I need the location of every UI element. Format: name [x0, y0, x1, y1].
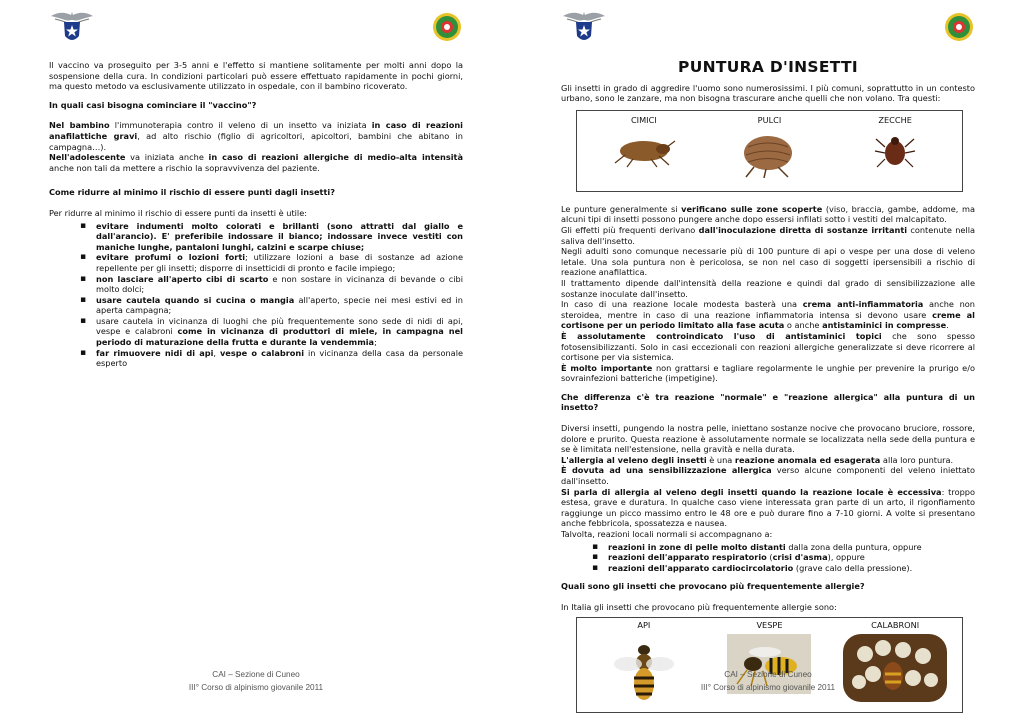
right-footer: CAI – Sezione di Cuneo III° Corso di alpinismo giovanile 2011 [700, 670, 836, 692]
cai-eagle-logo [49, 6, 95, 46]
list-item: ▪ evitare indumenti molto colorati e brillanti (sono attratti dal giallo e dall'arancio). E' preferibile indossare il bianco; indossare invece vestiti con maniche lunghe, pantaloni lunghi, calzini e scarpe chiuse; [96, 221, 463, 253]
prevention-list [49, 221, 463, 369]
reaction-paragraph: Diversi insetti, pungendo la nostra pelle, iniettano sostanze nocive che provocano bruciore, rossore, dolore e prurito. Questa reazione è assolutamente normale se localizzata nella sede della puntura e se è limitata nell'estensione, nella gravità e nella durata. L'allergia al veleno degli insetti è una reazione anomala ed esagerata alla loro puntura. È dovuta ad una sensibilizzazione allergica verso alcune componenti del veleno iniettato dall'insetto. Si parla di allergia al veleno degli insetti quando la reazione locale è eccessiva: troppo estesa, grave e duratura. In qualche caso viene interessata gran parte di un arto, il rigonfiamento raggiunge un picco massimo entro le 48 ore e può durare fino a 7-10 giorni. A volte si presentano anche febbricola, spossatezza e nausea. Talvolta, reazioni locali normali si accompagnano a: [561, 423, 975, 539]
insect-pulci: PULCI [707, 115, 831, 187]
list-item: ▪ evitare profumi o lozioni forti; utilizzare lozioni a base di sostanze ad azione repellente per gli insetti; disporre di insetticidi di pronto e facile impiego; [96, 252, 463, 273]
reduce-risk-intro: Per ridurre al minimo il rischio di essere punti da insetti è utile: [49, 207, 307, 218]
list-item: ▪ non lasciare all'aperto cibi di scarto e non sostare in vicinanza di bevande o cibi molto dolci; [96, 274, 463, 295]
flying-insects-box [576, 617, 963, 713]
bedbug-image [611, 129, 677, 169]
insects-intro: Gli insetti in grado di aggredire l'uomo sono numerosissimi. I più comuni, soprattutto in un contesto urbano, sono le zanzare, ma non bisogna trascurare anche quelli che non volano. Tra questi: [561, 82, 975, 104]
section-badge-logo [944, 12, 974, 42]
cai-eagle-logo [561, 6, 607, 46]
question-difference: Che differenza c'è tra reazione "normale" e "reazione allergica" alla puntura di un insetto? [561, 391, 975, 413]
insect-cimici: CIMICI [582, 115, 706, 187]
insect-api: API [582, 620, 706, 708]
flea-image [736, 129, 802, 179]
list-item: ▪ far rimuovere nidi di api, vespe o calabroni in vicinanza della casa da personale esperto [96, 348, 463, 369]
section-badge-logo [432, 12, 462, 42]
children-paragraph: Nel bambino l'immunoterapia contro il veleno di un insetto va iniziata in caso di reazioni anafilattiche gravi, ad alto rischio (figlio di agricoltori, apicoltori, bambini che abitano in campagna…). Nell'adolescente va iniziata anche in caso di reazioni allergiche di medio-alta intensità anche non tali da mettere a rischio la sopravvivenza del paziente. [49, 120, 463, 173]
list-item: ▪ reazioni in zone di pelle molto distanti dalla zona della puntura, oppure [608, 542, 975, 553]
question-reduce-risk: Come ridurre al minimo il rischio di essere punti dagli insetti? [49, 187, 335, 198]
left-content [49, 60, 463, 377]
page-title: PUNTURA D'INSETTI [678, 58, 858, 76]
bites-paragraph: Le punture generalmente si verificano sulle zone scoperte (viso, braccia, gambe, addome, ma alcuni tipi di insetti possono pungere anche dopo essersi infilati sotto i vestiti del malcapitato. Gli effetti più frequenti derivano dall'inoculazione diretta di sostanze irritanti contenute nella saliva dell'insetto. Negli adulti sono comunque necessarie più di 100 punture di api o vespe per una dose di veleno letale. Una sola puntura non è pericolosa, se non nel caso di soggetti ipersensibili a rischio di reazione anafilattica. Il trattamento dipende dall'intensità della reazione e quindi dal grado di sensibilizzazione alle sostanze inoculate dall'insetto. In caso di una reazione locale modesta basterà una crema anti-infiammatoria anche non steroidea, mentre in caso di una reazione infiammatoria intensa si devono usare creme al cortisone per un periodo limitato alla fase acuta o anche antistaminici in compresse. È assolutamente controindicato l'uso di antistaminici topici che sono spesso fotosensibilizzanti. Solo in casi eccezionali con reazioni allergiche generalizzate si deve ricorrere al cortisone per via sistemica. È molto importante non grattarsi e tagliare regolarmente le unghie per prevenire la prurigo e/o sovrainfezioni batteriche (impetigine). [561, 203, 976, 384]
insect-vespe: VESPE [707, 620, 831, 708]
tick-image [873, 129, 917, 173]
question-which-insects: Quali sono gli insetti che provocano più frequentemente allergie? [561, 581, 865, 592]
allergy-insects-intro: In Italia gli insetti che provocano più frequentemente allergie sono: [561, 601, 837, 612]
right-page [512, 0, 1024, 724]
crawling-insects-box [576, 110, 963, 192]
list-item: ▪ usare cautela in vicinanza di luoghi che più frequentemente sono sede di nidi di api, vespe e calabroni come in vicinanza di produttori di miele, in campagna nel periodo di maturazione della frutta e durante la vendemmia; [96, 316, 463, 348]
insect-zecche: ZECCHE [833, 115, 957, 187]
list-item: ▪ reazioni dell'apparato cardiocircolatorio (grave calo della pressione). [608, 563, 975, 574]
vaccine-paragraph: Il vaccino va proseguito per 3-5 anni e l'effetto si mantiene solitamente per molti anni dopo la sospensione della cura. In condizioni particolari può essere effettuato rapidamente in pochi giorni, ma questo metodo va esclusivamente utilizzato in ospedale, con il bambino ricoverato. [49, 60, 463, 92]
question-when-start: In quali casi bisogna cominciare il "vaccino"? [49, 99, 257, 110]
insect-calabroni: CALABRONI [833, 620, 957, 708]
left-footer: CAI – Sezione di Cuneo III° Corso di alpinismo giovanile 2011 [188, 670, 324, 692]
list-item: ▪ reazioni dell'apparato respiratorio (crisi d'asma), oppure [608, 552, 975, 563]
right-content [561, 60, 975, 713]
list-item: ▪ usare cautela quando si cucina o mangia all'aperto, specie nei mesi estivi ed in aperta campagna; [96, 295, 463, 316]
reactions-list [561, 542, 975, 574]
